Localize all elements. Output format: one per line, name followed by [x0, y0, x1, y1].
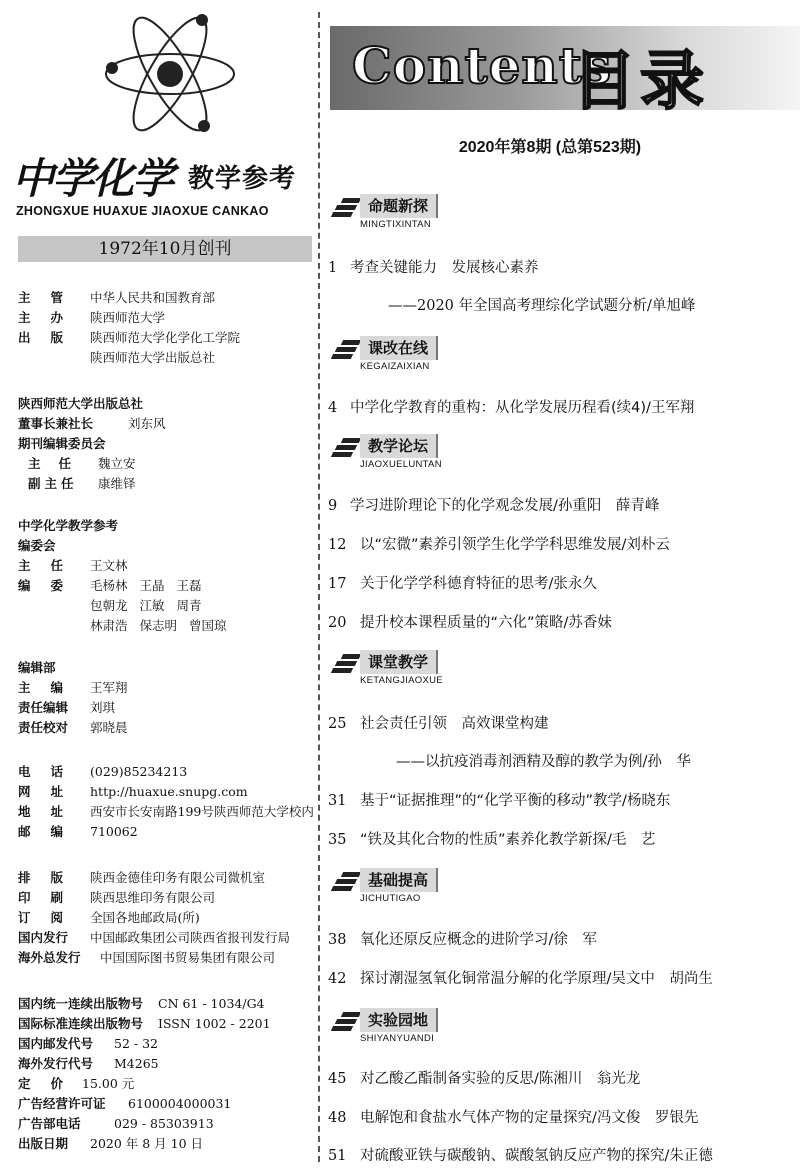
editorial-dept-block	[18, 658, 128, 738]
info-label: 广告经营许可证	[18, 1096, 106, 1111]
info-value: 刘琪	[90, 700, 116, 715]
member-names	[90, 616, 239, 636]
info-value: M4265	[114, 1056, 159, 1071]
page-number: 42	[328, 971, 347, 987]
info-row	[18, 888, 290, 908]
info-value: 中国国际图书贸易集团有限公司	[100, 950, 276, 965]
info-value: CN 61 - 1034/G4	[158, 996, 265, 1011]
info-label: 国内发行	[18, 930, 69, 945]
info-label: 国内统一连续出版物号	[18, 996, 144, 1011]
info-row	[18, 1054, 271, 1074]
press-block	[18, 394, 166, 494]
toc-entry[interactable]	[328, 1067, 640, 1088]
info-value: 中国邮政集团公司陕西省报刊发行局	[90, 930, 291, 945]
section-marker-icon	[330, 650, 356, 672]
section-title: 实验园地	[360, 1008, 438, 1032]
phone-value: (029)85234213	[90, 764, 188, 779]
article-subtitle: ——2020 年全国高考理综化学试题分析/单旭峰	[388, 298, 696, 314]
section-header	[330, 866, 470, 906]
info-row	[18, 868, 290, 888]
journal-pinyin: ZHONGXUE HUAXUE JIAOXUE CANKAO	[16, 204, 269, 218]
section-title: 教学论坛	[360, 434, 438, 458]
page-number: 4	[328, 400, 338, 416]
info-label: 主办	[18, 310, 84, 325]
info-row	[18, 414, 166, 434]
registration-block	[18, 994, 271, 1154]
toc-entry[interactable]	[328, 928, 597, 949]
article-title: “铁及其化合物的性质”素养化教学新探/	[360, 832, 612, 848]
info-value: 陕西思维印务有限公司	[90, 890, 216, 905]
member-names	[90, 596, 214, 616]
sponsor-block	[18, 288, 240, 368]
info-row	[18, 822, 314, 842]
info-label: 出版日期	[18, 1136, 69, 1151]
info-row	[18, 474, 166, 494]
page-number: 31	[328, 793, 347, 809]
info-row	[18, 928, 290, 948]
info-label: 主管	[18, 290, 84, 305]
page-number: 38	[328, 932, 347, 948]
article-title: 基于“证据推理”的“化学平衡的移动”教学/	[360, 793, 627, 809]
atom-logo-icon	[100, 8, 240, 140]
section-pinyin: JIAOXUELUNTAN	[360, 459, 442, 470]
info-value: 刘东风	[128, 416, 166, 431]
section-marker-icon	[330, 336, 356, 358]
info-label: 董事长兼社长	[18, 416, 94, 431]
info-label: 副主任	[28, 476, 78, 491]
info-label: 定价	[18, 1076, 84, 1091]
info-row	[18, 1034, 271, 1054]
info-row	[18, 556, 239, 576]
article-title: 中学化学教育的重构：从化学发展历程看(续4)/	[350, 400, 651, 416]
info-value: 陕西金德佳印务有限公司微机室	[90, 870, 266, 885]
website-link[interactable]: http://huaxue.snupg.com	[90, 784, 248, 799]
section-title: 命题新探	[360, 194, 438, 218]
info-value: 郭晓晨	[90, 720, 128, 735]
info-value: ISSN 1002 - 2201	[158, 1016, 271, 1031]
info-row	[18, 678, 128, 698]
section-marker-icon	[330, 868, 356, 890]
section-header	[330, 1006, 470, 1046]
masthead-column	[0, 0, 318, 1174]
info-label: 主编	[18, 680, 84, 695]
article-title: 社会责任引领 高效课堂构建	[360, 716, 549, 732]
info-value: 中华人民共和国教育部	[90, 290, 216, 305]
section-marker-icon	[330, 194, 356, 216]
page-number: 9	[328, 498, 338, 514]
info-label: 排版	[18, 870, 84, 885]
article-title: 对硫酸亚铁与碳酸钠、碳酸氢钠反应产物的探究/	[360, 1148, 670, 1164]
info-label: 主任	[18, 558, 84, 573]
info-row	[18, 802, 314, 822]
article-author: 王军翔	[650, 400, 695, 416]
info-label: 编委	[18, 578, 84, 593]
member-name: 保志明	[139, 618, 178, 633]
info-row	[18, 1114, 271, 1134]
contents-title-en: Contents	[352, 36, 613, 95]
toc-entry[interactable]	[328, 1106, 698, 1127]
info-value: 陕西师范大学化学化工学院	[90, 330, 241, 345]
toc-entry[interactable]	[328, 396, 694, 417]
section-pinyin: SHIYANYUANDI	[360, 1033, 435, 1044]
page-number: 48	[328, 1110, 347, 1126]
info-value: 王军翔	[90, 680, 128, 695]
info-value: 康维铎	[98, 476, 136, 491]
column-divider	[318, 12, 320, 1162]
logo-calligraphy: 中学化学	[12, 154, 173, 203]
info-label: 国内邮发代号	[18, 1036, 94, 1051]
info-label: 广告部电话	[18, 1116, 81, 1131]
member-names	[90, 576, 214, 596]
info-label: 电话	[18, 764, 84, 779]
section-header	[330, 432, 470, 472]
press-heading: 陕西师范大学出版总社	[18, 396, 144, 411]
page-number: 12	[328, 537, 347, 553]
info-label: 网址	[18, 784, 84, 799]
founded-banner: 1972年10月创刊	[18, 236, 312, 262]
article-title: 提升校本课程质量的“六化”策略/	[360, 615, 569, 631]
info-label: 责任编辑	[18, 700, 69, 715]
toc-entry[interactable]	[328, 712, 549, 733]
info-label: 地址	[18, 804, 84, 819]
member-name: 周青	[176, 598, 202, 613]
page-number: 51	[328, 1148, 347, 1164]
toc-entry[interactable]	[328, 572, 597, 593]
info-label: 国际标准连续出版物号	[18, 1016, 144, 1031]
info-value: 王文林	[90, 558, 128, 573]
member-name: 毛杨林	[90, 578, 128, 593]
page-number: 20	[328, 615, 347, 631]
section-title: 基础提高	[360, 868, 438, 892]
info-label: 订阅	[18, 910, 84, 925]
section-marker-icon	[330, 1008, 356, 1030]
article-title: 学习进阶理论下的化学观念发展/	[350, 498, 558, 514]
journal-logo	[12, 146, 312, 202]
member-name: 江敏	[139, 598, 165, 613]
toc-entry[interactable]	[328, 611, 612, 632]
member-name: 包朝龙	[90, 598, 128, 613]
contents-title-cn: 目录	[572, 45, 708, 119]
article-subtitle: ——以抗疫消毒剂酒精及醇的教学为例/孙 华	[396, 754, 691, 770]
toc-entry[interactable]	[328, 533, 670, 554]
article-title: 以“宏微”素养引领学生化学学科思维发展/	[360, 537, 627, 553]
info-row	[18, 1094, 271, 1114]
info-row	[18, 596, 239, 616]
info-row	[18, 348, 240, 368]
page-number: 35	[328, 832, 347, 848]
info-label: 邮编	[18, 824, 84, 839]
info-value: 52 - 32	[114, 1036, 158, 1051]
toc-entry[interactable]	[328, 828, 655, 849]
info-label: 海外发行代号	[18, 1056, 94, 1071]
info-value: 陕西师范大学出版总社	[90, 350, 216, 365]
info-row	[18, 782, 314, 802]
info-row	[18, 328, 240, 348]
section-pinyin: JICHUTIGAO	[360, 893, 421, 904]
article-author: 朱正德	[669, 1148, 713, 1164]
info-row	[18, 1134, 271, 1154]
article-title: 对乙酸乙酯制备实验的反思/	[360, 1071, 539, 1087]
section-header	[330, 192, 470, 232]
address-value: 西安市长安南路199号陕西师范大学校内	[90, 804, 314, 819]
info-row	[18, 908, 290, 928]
toc-entry[interactable]	[328, 1144, 713, 1165]
info-label: 出版	[18, 330, 84, 345]
info-row	[18, 454, 166, 474]
info-row	[18, 698, 128, 718]
price-value: 15.00 元	[82, 1076, 135, 1091]
info-row	[18, 1014, 271, 1034]
article-author: 苏香妹	[568, 615, 612, 631]
section-pinyin: KETANGJIAOXUE	[360, 675, 443, 686]
article-author: 冯文俊 罗银先	[596, 1110, 699, 1126]
info-value: 魏立安	[98, 456, 136, 471]
page-number: 17	[328, 576, 347, 592]
page-number: 1	[328, 260, 338, 276]
info-row	[18, 948, 290, 968]
article-title: 探讨潮湿氢氧化铜常温分解的化学原理/	[360, 971, 612, 987]
board-heading: 中学化学教学参考	[18, 518, 119, 533]
editorial-board-block	[18, 516, 239, 636]
info-label: 海外总发行	[18, 950, 81, 965]
issue-number: 2020年第8期 (总第523期)	[458, 139, 642, 156]
article-author: 吴文中 胡尚生	[611, 971, 713, 987]
info-row	[18, 288, 240, 308]
info-label	[18, 348, 90, 368]
article-title: 考查关键能力 发展核心素养	[350, 260, 539, 276]
article-author: 杨晓东	[626, 793, 671, 809]
info-row	[18, 994, 271, 1014]
logo-subtitle: 教学参考	[188, 164, 297, 194]
publish-date: 2020 年 8 月 10 日	[90, 1136, 204, 1151]
section-marker-icon	[330, 434, 356, 456]
info-label: 责任校对	[18, 720, 69, 735]
section-pinyin: MINGTIXINTAN	[360, 219, 431, 230]
info-value: 029 - 85303913	[114, 1116, 214, 1131]
article-title: 氧化还原反应概念的进阶学习/	[360, 932, 554, 948]
postcode-value: 710062	[90, 824, 138, 839]
printing-block	[18, 868, 290, 968]
article-author: 刘朴云	[626, 537, 670, 553]
article-author: 孙重阳 薛青峰	[557, 498, 660, 514]
article-title: 关于化学学科德育特征的思考/	[360, 576, 554, 592]
toc-entry[interactable]	[328, 256, 539, 277]
article-author: 徐 军	[553, 932, 597, 948]
page-number: 25	[328, 716, 347, 732]
info-value: 全国各地邮政局(所)	[90, 910, 200, 925]
section-title: 课堂教学	[360, 650, 438, 674]
info-label: 主任	[28, 456, 90, 471]
article-author: 毛 艺	[611, 832, 656, 848]
info-row	[18, 308, 240, 328]
info-value: 6100004000031	[128, 1096, 232, 1111]
member-name: 王磊	[176, 578, 202, 593]
page-number: 45	[328, 1071, 347, 1087]
section-header	[330, 334, 470, 374]
article-author: 陈湘川 翁光龙	[538, 1071, 641, 1087]
committee-heading: 期刊编辑委员会	[18, 436, 106, 451]
info-row	[18, 576, 239, 596]
toc-entry[interactable]	[328, 789, 670, 810]
contact-block	[18, 762, 314, 842]
info-row	[18, 616, 239, 636]
member-name: 曾国琼	[189, 618, 227, 633]
section-header	[330, 648, 470, 688]
toc-entry[interactable]	[328, 967, 713, 988]
article-author: 张永久	[553, 576, 597, 592]
section-title: 课改在线	[360, 336, 438, 360]
article-title: 电解饱和食盐水气体产物的定量探究/	[360, 1110, 597, 1126]
info-label: 印刷	[18, 890, 84, 905]
info-value: 陕西师范大学	[90, 310, 166, 325]
member-name: 王晶	[139, 578, 165, 593]
dept-heading: 编辑部	[18, 660, 56, 675]
info-row	[18, 718, 128, 738]
board-subheading: 编委会	[18, 538, 56, 553]
info-row	[18, 1074, 271, 1094]
toc-entry[interactable]	[328, 494, 659, 515]
section-pinyin: KEGAIZAIXIAN	[360, 361, 430, 372]
member-name: 林肃浩	[90, 618, 128, 633]
info-row	[18, 762, 314, 782]
